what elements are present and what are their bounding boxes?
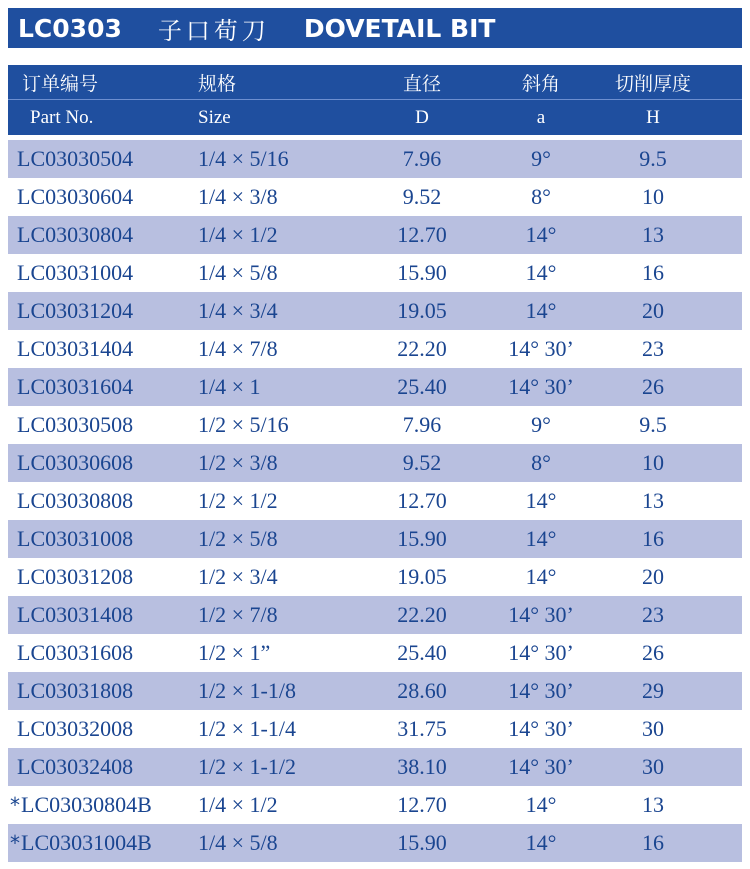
table-row [8, 672, 742, 710]
size-value: 1/4 × 7/8 [198, 336, 278, 361]
angle-value: 14° 30’ [508, 374, 574, 399]
part-number-text: LC03031008 [17, 526, 134, 551]
table-row [8, 330, 742, 368]
part-number-text: LC03031204 [17, 298, 134, 323]
diameter-value: 19.05 [397, 298, 447, 323]
table-header-cn [8, 65, 742, 99]
height-value: 10 [642, 450, 664, 475]
diameter-value: 25.40 [397, 374, 447, 399]
table-row [8, 444, 742, 482]
table-row [8, 710, 742, 748]
part-number-text: LC03031604 [17, 374, 134, 399]
star-mark: * [10, 793, 20, 817]
size-value: 1/4 × 5/8 [198, 830, 278, 855]
title-bar [8, 8, 742, 48]
height-value: 23 [642, 336, 664, 361]
angle-value: 14° [525, 298, 557, 323]
part-number-text: LC03031208 [17, 564, 134, 589]
angle-value: 8° [531, 450, 551, 475]
table-row [8, 824, 742, 862]
size-value: 1/2 × 3/8 [198, 450, 278, 475]
height-value: 13 [642, 222, 664, 247]
table-body [8, 140, 742, 862]
size-value: 1/4 × 1 [198, 374, 261, 399]
size-value: 1/4 × 1/2 [198, 792, 278, 817]
diameter-value: 22.20 [397, 336, 447, 361]
height-value: 16 [642, 830, 664, 855]
table-row [8, 786, 742, 824]
angle-value: 14° [525, 830, 557, 855]
size-value: 1/2 × 1-1/2 [198, 754, 296, 779]
angle-value: 14° 30’ [508, 716, 574, 741]
header-size-cn: 规格 [198, 72, 237, 95]
table-row [8, 292, 742, 330]
part-number [16, 558, 133, 596]
part-number [16, 444, 133, 482]
table-header-en [8, 99, 742, 135]
diameter-value: 15.90 [397, 260, 447, 285]
table-row [8, 558, 742, 596]
height-value: 20 [642, 298, 664, 323]
part-number-text: LC03030804B [21, 792, 152, 817]
part-number-text: LC03031408 [17, 602, 134, 627]
table-row [8, 482, 742, 520]
part-number-text: LC03032008 [17, 716, 134, 741]
part-number [16, 140, 133, 178]
table-row [8, 406, 742, 444]
part-number-text: LC03031404 [17, 336, 134, 361]
part-number [16, 254, 133, 292]
height-value: 29 [642, 678, 664, 703]
header-d-en: D [415, 106, 429, 128]
angle-value: 9° [531, 146, 551, 171]
part-number [16, 748, 133, 786]
height-value: 20 [642, 564, 664, 589]
part-number [10, 824, 152, 862]
angle-value: 9° [531, 412, 551, 437]
part-number [16, 178, 133, 216]
height-value: 13 [642, 792, 664, 817]
diameter-value: 12.70 [397, 222, 447, 247]
part-number [16, 596, 133, 634]
header-h-en: H [646, 106, 660, 128]
size-value: 1/2 × 1-1/4 [198, 716, 296, 741]
size-value: 1/4 × 3/4 [198, 298, 278, 323]
product-code: LC0303 [18, 13, 122, 43]
diameter-value: 22.20 [397, 602, 447, 627]
part-number [16, 330, 133, 368]
diameter-value: 25.40 [397, 640, 447, 665]
part-number-text: LC03031608 [17, 640, 134, 665]
part-number-text: LC03030504 [17, 146, 134, 171]
angle-value: 14° [525, 526, 557, 551]
star-mark: * [10, 831, 20, 855]
table-row [8, 596, 742, 634]
table-row [8, 368, 742, 406]
header-h-cn: 切削厚度 [614, 72, 691, 95]
size-value: 1/2 × 1/2 [198, 488, 278, 513]
angle-value: 14° 30’ [508, 754, 574, 779]
diameter-value: 7.96 [402, 146, 442, 171]
part-number-text: LC03030604 [17, 184, 134, 209]
part-number [16, 368, 133, 406]
size-value: 1/4 × 5/16 [198, 146, 289, 171]
table-row [8, 178, 742, 216]
part-number-text: LC03030804 [17, 222, 134, 247]
part-number [16, 634, 133, 672]
part-number-text: LC03032408 [17, 754, 134, 779]
header-d-cn: 直径 [402, 72, 441, 95]
height-value: 30 [642, 716, 664, 741]
header-part-cn: 订单编号 [22, 72, 99, 95]
angle-value: 14° 30’ [508, 336, 574, 361]
product-name-en: DOVETAIL BIT [303, 13, 496, 43]
table-row [8, 216, 742, 254]
height-value: 26 [642, 374, 664, 399]
size-value: 1/2 × 1-1/8 [198, 678, 296, 703]
height-value: 9.5 [639, 146, 667, 171]
height-value: 16 [642, 260, 664, 285]
size-value: 1/2 × 5/8 [198, 526, 278, 551]
diameter-value: 9.52 [402, 184, 442, 209]
table-row [8, 254, 742, 292]
height-value: 13 [642, 488, 664, 513]
angle-value: 14° [525, 792, 557, 817]
header-size-en: Size [198, 106, 231, 128]
table-row [8, 748, 742, 786]
table-row [8, 140, 742, 178]
height-value: 9.5 [639, 412, 667, 437]
part-number-text: LC03031808 [17, 678, 134, 703]
part-number [16, 520, 133, 558]
angle-value: 8° [531, 184, 551, 209]
angle-value: 14° 30’ [508, 678, 574, 703]
diameter-value: 12.70 [397, 488, 447, 513]
size-value: 1/4 × 5/8 [198, 260, 278, 285]
angle-value: 14° [525, 488, 557, 513]
diameter-value: 7.96 [402, 412, 442, 437]
product-name-cn: 子口荀刀 [157, 16, 270, 45]
diameter-value: 15.90 [397, 526, 447, 551]
header-a-en: a [536, 106, 546, 128]
size-value: 1/4 × 1/2 [198, 222, 278, 247]
height-value: 26 [642, 640, 664, 665]
diameter-value: 9.52 [402, 450, 442, 475]
size-value: 1/2 × 1” [198, 640, 271, 665]
angle-value: 14° [525, 260, 557, 285]
part-number-text: LC03030608 [17, 450, 134, 475]
angle-value: 14° [525, 222, 557, 247]
diameter-value: 19.05 [397, 564, 447, 589]
part-number [10, 786, 152, 824]
height-value: 16 [642, 526, 664, 551]
part-number [16, 672, 133, 710]
header-a-cn: 斜角 [521, 72, 560, 95]
part-number-text: LC03031004B [21, 830, 152, 855]
part-number [16, 292, 133, 330]
part-number [16, 482, 133, 520]
angle-value: 14° [525, 564, 557, 589]
diameter-value: 15.90 [397, 830, 447, 855]
diameter-value: 31.75 [397, 716, 447, 741]
height-value: 23 [642, 602, 664, 627]
part-number [16, 710, 133, 748]
part-number [16, 216, 133, 254]
diameter-value: 28.60 [397, 678, 447, 703]
table-row [8, 634, 742, 672]
part-number-text: LC03030808 [17, 488, 134, 513]
size-value: 1/2 × 7/8 [198, 602, 278, 627]
diameter-value: 12.70 [397, 792, 447, 817]
part-number [16, 406, 133, 444]
header-part-en: Part No. [30, 106, 94, 128]
diameter-value: 38.10 [397, 754, 447, 779]
angle-value: 14° 30’ [508, 602, 574, 627]
size-value: 1/2 × 5/16 [198, 412, 289, 437]
height-value: 30 [642, 754, 664, 779]
part-number-text: LC03030508 [17, 412, 134, 437]
table-row [8, 520, 742, 558]
size-value: 1/4 × 3/8 [198, 184, 278, 209]
part-number-text: LC03031004 [17, 260, 134, 285]
angle-value: 14° 30’ [508, 640, 574, 665]
height-value: 10 [642, 184, 664, 209]
size-value: 1/2 × 3/4 [198, 564, 278, 589]
